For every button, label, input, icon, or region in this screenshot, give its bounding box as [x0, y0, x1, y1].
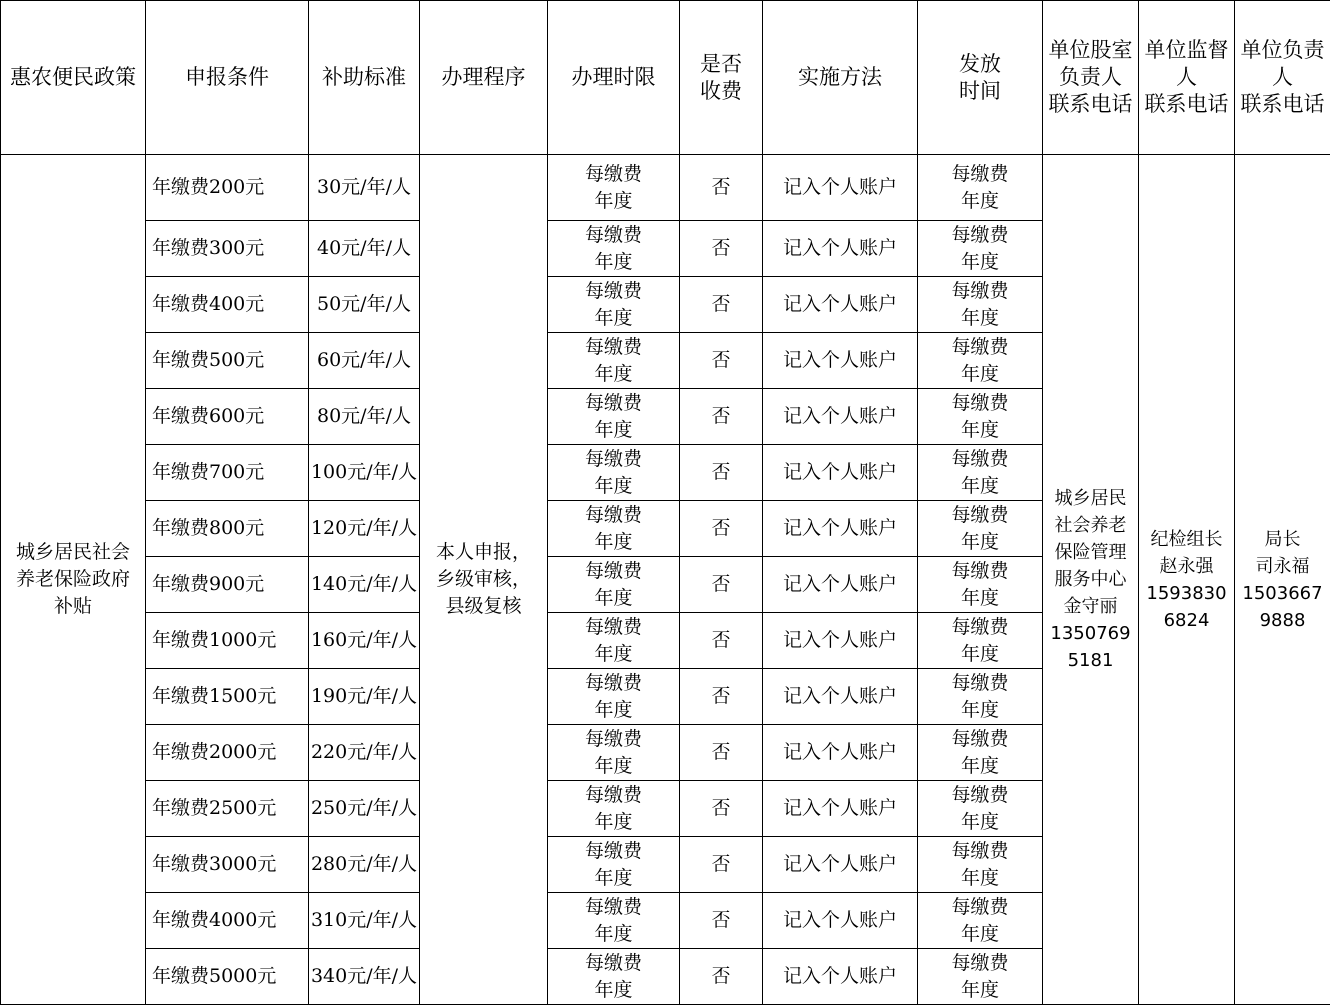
- header-policy: 惠农便民政策: [1, 1, 146, 155]
- row-payout-line-2: 年度: [918, 361, 1042, 388]
- row-payout-line-1: 每缴费: [918, 614, 1042, 641]
- row-time-limit: [548, 837, 680, 893]
- dept-contact-phone: 13507695181: [1043, 620, 1138, 674]
- row-time-limit: [548, 501, 680, 557]
- row-payout: [918, 669, 1043, 725]
- header-dept-contact-line-1: 单位股室: [1043, 37, 1138, 64]
- row-payout-line-1: 每缴费: [918, 558, 1042, 585]
- row-payout: [918, 949, 1043, 1005]
- row-payout-line-2: 年度: [918, 249, 1042, 276]
- row-payout-line-1: 每缴费: [918, 390, 1042, 417]
- row-payout: [918, 557, 1043, 613]
- row-time-limit: [548, 949, 680, 1005]
- header-payout-line-2: 时间: [918, 78, 1042, 105]
- row-payout-line-1: 每缴费: [918, 446, 1042, 473]
- row-payout-line-2: 年度: [918, 753, 1042, 780]
- row-payout-line-2: 年度: [918, 188, 1042, 215]
- header-condition: 申报条件: [146, 1, 309, 155]
- header-dept-contact-line-2: 负责人: [1043, 64, 1138, 91]
- row-payout: [918, 445, 1043, 501]
- row-fee: 否: [680, 333, 763, 389]
- header-payout-line-1: 发放: [918, 51, 1042, 78]
- row-payout-line-2: 年度: [918, 417, 1042, 444]
- row-condition: 年缴费600元: [146, 389, 309, 445]
- row-payout: [918, 389, 1043, 445]
- row-standard: 250元/年/人: [309, 781, 420, 837]
- row-method: 记入个人账户: [763, 277, 918, 333]
- row-condition: 年缴费1000元: [146, 613, 309, 669]
- row-payout: [918, 725, 1043, 781]
- row-time-limit-line-2: 年度: [548, 361, 679, 388]
- row-standard: 80元/年/人: [309, 389, 420, 445]
- row-time-limit-line-1: 每缴费: [548, 950, 679, 977]
- row-time-limit: [548, 445, 680, 501]
- header-procedure: 办理程序: [420, 1, 548, 155]
- header-supervisor-contact-line-1: 单位监督: [1139, 37, 1234, 64]
- row-time-limit-line-1: 每缴费: [548, 558, 679, 585]
- row-payout-line-2: 年度: [918, 865, 1042, 892]
- row-standard: 50元/年/人: [309, 277, 420, 333]
- row-time-limit-line-1: 每缴费: [548, 278, 679, 305]
- row-standard: 220元/年/人: [309, 725, 420, 781]
- row-time-limit-line-2: 年度: [548, 188, 679, 215]
- row-fee: 否: [680, 155, 763, 221]
- head-contact-phone: 15036679888: [1235, 580, 1330, 634]
- row-time-limit-line-1: 每缴费: [548, 614, 679, 641]
- row-payout: [918, 781, 1043, 837]
- row-payout-line-2: 年度: [918, 697, 1042, 724]
- row-time-limit-line-1: 每缴费: [548, 670, 679, 697]
- row-method: 记入个人账户: [763, 781, 918, 837]
- row-condition: 年缴费700元: [146, 445, 309, 501]
- row-condition: 年缴费2000元: [146, 725, 309, 781]
- row-condition: 年缴费300元: [146, 221, 309, 277]
- row-time-limit: [548, 893, 680, 949]
- row-method: 记入个人账户: [763, 725, 918, 781]
- row-time-limit-line-1: 每缴费: [548, 390, 679, 417]
- row-condition: 年缴费3000元: [146, 837, 309, 893]
- row-condition: 年缴费900元: [146, 557, 309, 613]
- header-head-contact: [1235, 1, 1330, 155]
- procedure-text: 本人申报，乡级审核，县级复核: [432, 539, 536, 620]
- header-dept-contact-line-3: 联系电话: [1043, 91, 1138, 118]
- supervisor-contact-title: 纪检组长: [1139, 526, 1234, 553]
- row-fee: 否: [680, 669, 763, 725]
- row-payout-line-2: 年度: [918, 585, 1042, 612]
- head-contact-title: 局长: [1235, 526, 1330, 553]
- header-fee: [680, 1, 763, 155]
- row-time-limit-line-2: 年度: [548, 809, 679, 836]
- row-method: 记入个人账户: [763, 669, 918, 725]
- row-time-limit: [548, 333, 680, 389]
- header-supervisor-contact: [1139, 1, 1235, 155]
- row-time-limit-line-1: 每缴费: [548, 782, 679, 809]
- row-condition: 年缴费800元: [146, 501, 309, 557]
- row-standard: 30元/年/人: [309, 155, 420, 221]
- row-time-limit: [548, 389, 680, 445]
- row-method: 记入个人账户: [763, 333, 918, 389]
- row-time-limit-line-2: 年度: [548, 249, 679, 276]
- row-condition: 年缴费2500元: [146, 781, 309, 837]
- row-standard: 100元/年/人: [309, 445, 420, 501]
- row-payout-line-2: 年度: [918, 305, 1042, 332]
- row-time-limit: [548, 221, 680, 277]
- row-standard: 280元/年/人: [309, 837, 420, 893]
- dept-contact: [1043, 155, 1139, 1005]
- row-condition: 年缴费400元: [146, 277, 309, 333]
- row-payout-line-1: 每缴费: [918, 838, 1042, 865]
- header-head-contact-line-2: 人: [1235, 64, 1330, 91]
- row-time-limit-line-2: 年度: [548, 865, 679, 892]
- supervisor-contact: [1139, 155, 1235, 1005]
- row-time-limit-line-1: 每缴费: [548, 222, 679, 249]
- row-time-limit-line-1: 每缴费: [548, 161, 679, 188]
- row-standard: 310元/年/人: [309, 893, 420, 949]
- row-time-limit-line-2: 年度: [548, 753, 679, 780]
- row-time-limit: [548, 725, 680, 781]
- row-time-limit-line-2: 年度: [548, 529, 679, 556]
- policy-name: [1, 155, 146, 1005]
- dept-contact-person: 金守丽: [1043, 593, 1138, 620]
- row-payout: [918, 333, 1043, 389]
- row-time-limit-line-2: 年度: [548, 921, 679, 948]
- row-fee: 否: [680, 781, 763, 837]
- row-payout-line-1: 每缴费: [918, 950, 1042, 977]
- supervisor-contact-person: 赵永强: [1139, 553, 1234, 580]
- supervisor-contact-phone: 15938306824: [1139, 580, 1234, 634]
- row-time-limit-line-2: 年度: [548, 585, 679, 612]
- row-time-limit-line-2: 年度: [548, 417, 679, 444]
- row-fee: 否: [680, 613, 763, 669]
- row-time-limit-line-1: 每缴费: [548, 726, 679, 753]
- row-method: 记入个人账户: [763, 949, 918, 1005]
- row-condition: 年缴费500元: [146, 333, 309, 389]
- row-time-limit-line-1: 每缴费: [548, 838, 679, 865]
- row-fee: 否: [680, 389, 763, 445]
- procedure: [420, 155, 548, 1005]
- row-time-limit-line-2: 年度: [548, 697, 679, 724]
- row-payout: [918, 501, 1043, 557]
- row-fee: 否: [680, 837, 763, 893]
- row-fee: 否: [680, 949, 763, 1005]
- row-time-limit-line-2: 年度: [548, 473, 679, 500]
- row-method: 记入个人账户: [763, 501, 918, 557]
- row-payout-line-2: 年度: [918, 921, 1042, 948]
- header-time-limit: 办理时限: [548, 1, 680, 155]
- row-payout-line-1: 每缴费: [918, 278, 1042, 305]
- row-condition: 年缴费5000元: [146, 949, 309, 1005]
- header-fee-line-1: 是否: [680, 51, 762, 78]
- row-condition: 年缴费1500元: [146, 669, 309, 725]
- row-payout-line-1: 每缴费: [918, 726, 1042, 753]
- row-time-limit-line-1: 每缴费: [548, 334, 679, 361]
- row-payout-line-2: 年度: [918, 641, 1042, 668]
- row-condition: 年缴费4000元: [146, 893, 309, 949]
- row-time-limit-line-2: 年度: [548, 305, 679, 332]
- row-standard: 60元/年/人: [309, 333, 420, 389]
- row-method: 记入个人账户: [763, 613, 918, 669]
- row-payout-line-2: 年度: [918, 473, 1042, 500]
- row-fee: 否: [680, 445, 763, 501]
- dept-contact-unit: 城乡居民社会养老保险管理服务中心: [1043, 485, 1138, 593]
- header-method: 实施方法: [763, 1, 918, 155]
- row-standard: 160元/年/人: [309, 613, 420, 669]
- row-payout-line-1: 每缴费: [918, 502, 1042, 529]
- header-supervisor-contact-line-3: 联系电话: [1139, 91, 1234, 118]
- row-fee: 否: [680, 893, 763, 949]
- row-method: 记入个人账户: [763, 155, 918, 221]
- row-standard: 120元/年/人: [309, 501, 420, 557]
- row-payout-line-1: 每缴费: [918, 222, 1042, 249]
- row-time-limit: [548, 155, 680, 221]
- row-payout-line-1: 每缴费: [918, 782, 1042, 809]
- header-payout: [918, 1, 1043, 155]
- policy-name-text: 城乡居民社会养老保险政府补贴: [7, 539, 139, 620]
- row-time-limit: [548, 669, 680, 725]
- row-time-limit-line-1: 每缴费: [548, 894, 679, 921]
- row-payout: [918, 837, 1043, 893]
- row-condition: 年缴费200元: [146, 155, 309, 221]
- head-contact-person: 司永福: [1235, 553, 1330, 580]
- row-method: 记入个人账户: [763, 893, 918, 949]
- header-head-contact-line-3: 联系电话: [1235, 91, 1330, 118]
- row-method: 记入个人账户: [763, 557, 918, 613]
- row-time-limit-line-2: 年度: [548, 641, 679, 668]
- row-time-limit-line-1: 每缴费: [548, 502, 679, 529]
- header-head-contact-line-1: 单位负责: [1235, 37, 1330, 64]
- header-standard: 补助标准: [309, 1, 420, 155]
- row-payout-line-2: 年度: [918, 977, 1042, 1004]
- row-payout-line-2: 年度: [918, 809, 1042, 836]
- row-standard: 190元/年/人: [309, 669, 420, 725]
- table-row: [1, 155, 1330, 221]
- row-payout: [918, 613, 1043, 669]
- row-method: 记入个人账户: [763, 221, 918, 277]
- header-fee-line-2: 收费: [680, 78, 762, 105]
- row-time-limit: [548, 277, 680, 333]
- row-payout-line-1: 每缴费: [918, 670, 1042, 697]
- row-payout: [918, 893, 1043, 949]
- row-payout-line-2: 年度: [918, 529, 1042, 556]
- row-payout-line-1: 每缴费: [918, 894, 1042, 921]
- header-supervisor-contact-line-2: 人: [1139, 64, 1234, 91]
- header-dept-contact: [1043, 1, 1139, 155]
- row-standard: 340元/年/人: [309, 949, 420, 1005]
- row-standard: 40元/年/人: [309, 221, 420, 277]
- row-payout-line-1: 每缴费: [918, 334, 1042, 361]
- row-time-limit-line-2: 年度: [548, 977, 679, 1004]
- row-fee: 否: [680, 277, 763, 333]
- header-row: [1, 1, 1330, 155]
- row-payout: [918, 277, 1043, 333]
- row-payout: [918, 155, 1043, 221]
- row-fee: 否: [680, 557, 763, 613]
- row-fee: 否: [680, 501, 763, 557]
- row-time-limit: [548, 613, 680, 669]
- row-fee: 否: [680, 725, 763, 781]
- row-method: 记入个人账户: [763, 389, 918, 445]
- row-payout: [918, 221, 1043, 277]
- row-time-limit: [548, 557, 680, 613]
- row-payout-line-1: 每缴费: [918, 161, 1042, 188]
- row-method: 记入个人账户: [763, 445, 918, 501]
- row-time-limit: [548, 781, 680, 837]
- row-fee: 否: [680, 221, 763, 277]
- row-standard: 140元/年/人: [309, 557, 420, 613]
- row-time-limit-line-1: 每缴费: [548, 446, 679, 473]
- head-contact: [1235, 155, 1330, 1005]
- row-method: 记入个人账户: [763, 837, 918, 893]
